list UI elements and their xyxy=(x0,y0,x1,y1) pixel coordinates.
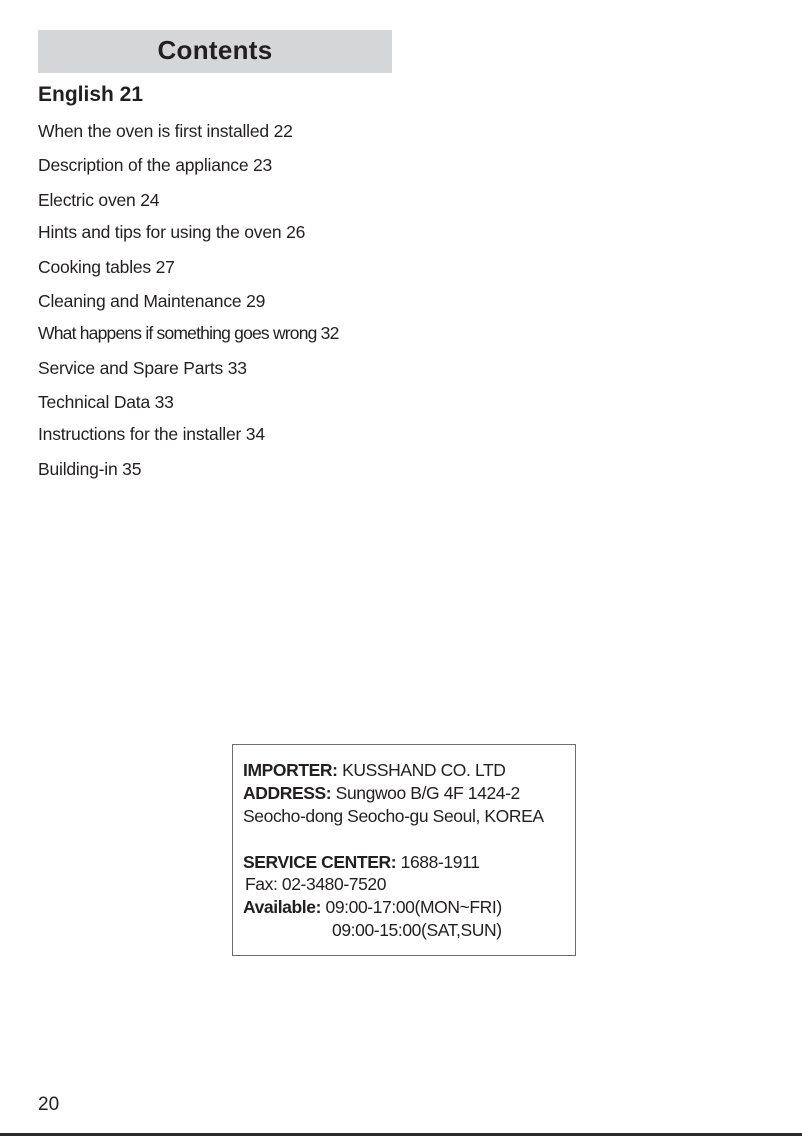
section-title-english: English 21 xyxy=(38,83,144,106)
available-weekday-hours: 09:00-17:00(MON~FRI) xyxy=(325,897,502,917)
address-label: ADDRESS: xyxy=(243,783,332,803)
address-line-1: Sungwoo B/G 4F 1424-2 xyxy=(335,783,520,803)
available-line xyxy=(243,896,502,918)
toc-item[interactable]: When the oven is first installed 22 xyxy=(38,121,293,141)
service-center-label: SERVICE CENTER: xyxy=(243,852,397,872)
fax-line: Fax: 02-3480-7520 xyxy=(245,874,387,894)
service-center-line xyxy=(243,851,479,873)
contents-header xyxy=(38,30,392,73)
toc-item[interactable]: Hints and tips for using the oven 26 xyxy=(38,222,306,242)
importer-info-box xyxy=(232,744,576,956)
available-weekend-hours: 09:00-15:00(SAT,SUN) xyxy=(332,920,502,940)
toc-item[interactable]: Technical Data 33 xyxy=(38,392,174,412)
toc-item[interactable]: What happens if something goes wrong 32 xyxy=(38,323,339,343)
page-number: 20 xyxy=(38,1094,60,1115)
toc-item[interactable]: Cleaning and Maintenance 29 xyxy=(38,291,266,311)
importer-label: IMPORTER: xyxy=(243,760,338,780)
toc-item[interactable]: Description of the appliance 23 xyxy=(38,155,273,175)
toc-item[interactable]: Electric oven 24 xyxy=(38,190,160,210)
importer-line xyxy=(243,759,506,781)
toc-item[interactable]: Service and Spare Parts 33 xyxy=(38,358,247,378)
toc-item[interactable]: Cooking tables 27 xyxy=(38,257,175,277)
available-label: Available: xyxy=(243,897,322,917)
importer-value: KUSSHAND CO. LTD xyxy=(342,760,506,780)
toc-item[interactable]: Building-in 35 xyxy=(38,459,142,479)
address-line xyxy=(243,782,520,804)
toc-item[interactable]: Instructions for the installer 34 xyxy=(38,424,265,444)
service-center-phone: 1688-1911 xyxy=(400,852,480,872)
address-line-2: Seocho-dong Seocho-gu Seoul, KOREA xyxy=(243,806,544,826)
contents-title: Contents xyxy=(157,35,273,65)
